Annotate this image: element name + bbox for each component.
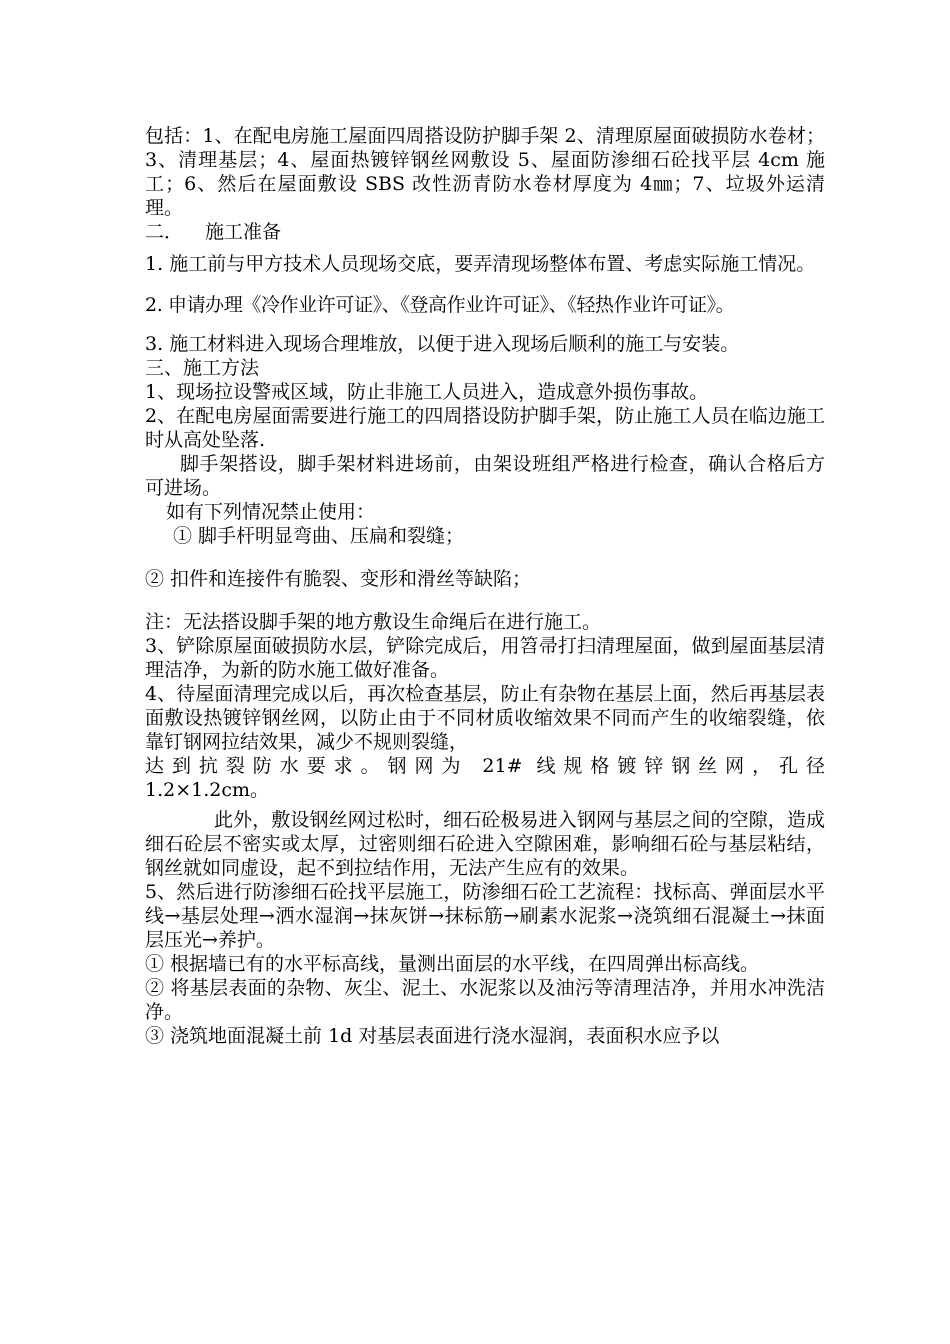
document-body xyxy=(145,124,825,1048)
process-item-1: ① 根据墙已有的水平标高线，量测出面层的水平线，在四周弹出标高线。 xyxy=(145,953,760,975)
method-step-4: 4、待屋面清理完成以后，再次检查基层，防止有杂物在基层上面，然后再基层表面敷设热镀锌钢丝网，以防止由于不同材质收缩效果不同而产生的收缩裂缝，依靠钉钢网拉结效果，减少不规则裂缝， xyxy=(145,683,825,753)
note-paragraph: 注：无法搭设脚手架的地方敷设生命绳后在进行施工。 xyxy=(145,611,602,633)
method-step-2: 2、在配电房屋面需要进行施工的四周搭设防护脚手架，防止施工人员在临边施工时从高处坠落. xyxy=(145,405,825,451)
prep-item-1-text: 施工前与甲方技术人员现场交底，要弄清现场整体布置、考虑实际施工情况。 xyxy=(169,253,816,275)
method-step-4-spec-end: 1.2×1.2cm。 xyxy=(145,779,270,801)
prohibition-item-2: ② 扣件和连接件有脆裂、变形和滑丝等缺陷； xyxy=(145,568,532,590)
prep-item-3-number: 3. xyxy=(145,333,164,355)
prohibition-intro: 如有下列情况禁止使用： xyxy=(166,501,376,523)
method-step-5: 5、然后进行防渗细石砼找平层施工，防渗细石砼工艺流程：找标高、弹面层水平线→基层处理→洒水湿润→抹灰饼→抹标筋→刷素水泥浆→浇筑细石混凝土→抹面层压光→养护。 xyxy=(145,881,825,951)
process-item-3: ③ 浇筑地面混凝土前 1d 对基层表面进行浇水湿润，表面积水应予以 xyxy=(145,1025,720,1047)
intro-paragraph: 包括：1、在配电房施工屋面四周搭设防护脚手架 2、清理原屋面破损防水卷材；3、清理基层；4、屋面热镀锌钢丝网敷设 5、屋面防渗细石砼找平层 4cm 施工；6、然后在屋面敷设 SBS 改性沥青防水卷材厚度为 4㎜；7、垃圾外运清理。 xyxy=(145,125,825,219)
prep-item-1-number: 1. xyxy=(145,253,164,275)
scaffold-paragraph: 脚手架搭设，脚手架材料进场前，由架设班组严格进行检查，确认合格后方可进场。 xyxy=(145,453,825,499)
mesh-paragraph: 此外，敷设钢丝网过松时，细石砼极易进入钢网与基层之间的空隙，造成细石砼层不密实或太厚，过密则细石砼进入空隙困难，影响细石砼与基层粘结，钢丝就如同虚设，起不到拉结作用，无法产生应有的效果。 xyxy=(145,809,825,879)
prep-item-3 xyxy=(145,332,825,356)
section-2-number: 二． xyxy=(145,221,184,243)
prep-item-2-text: 申请办理《冷作业许可证》、《登高作业许可证》、《轻热作业许可证》。 xyxy=(167,294,735,316)
prep-item-2 xyxy=(145,285,825,326)
method-step-4-spec: 达到抗裂防水要求。钢网为 21# 线规格镀锌钢丝网，孔径 xyxy=(145,755,825,777)
prep-item-2-number: 2. xyxy=(145,294,163,316)
prohibition-item-1: ① 脚手杆明显弯曲、压扁和裂缝； xyxy=(173,525,465,547)
prep-item-1 xyxy=(145,244,825,285)
method-step-1: 1、现场拉设警戒区域，防止非施工人员进入，造成意外损伤事故。 xyxy=(145,381,709,403)
section-2-title: 施工准备 xyxy=(205,221,282,243)
section-2-heading xyxy=(145,220,825,244)
method-step-3: 3、铲除原屋面破损防水层，铲除完成后，用笤帚打扫清理屋面，做到屋面基层清理洁净，为新的防水施工做好准备。 xyxy=(145,635,825,681)
process-item-2: ② 将基层表面的杂物、灰尘、泥土、水泥浆以及油污等清理洁净，并用水冲洗洁净。 xyxy=(145,977,825,1023)
section-3-heading: 三、施工方法 xyxy=(145,357,260,379)
prep-item-3-text: 施工材料进入现场合理堆放，以便于进入现场后顺利的施工与安装。 xyxy=(169,333,740,355)
